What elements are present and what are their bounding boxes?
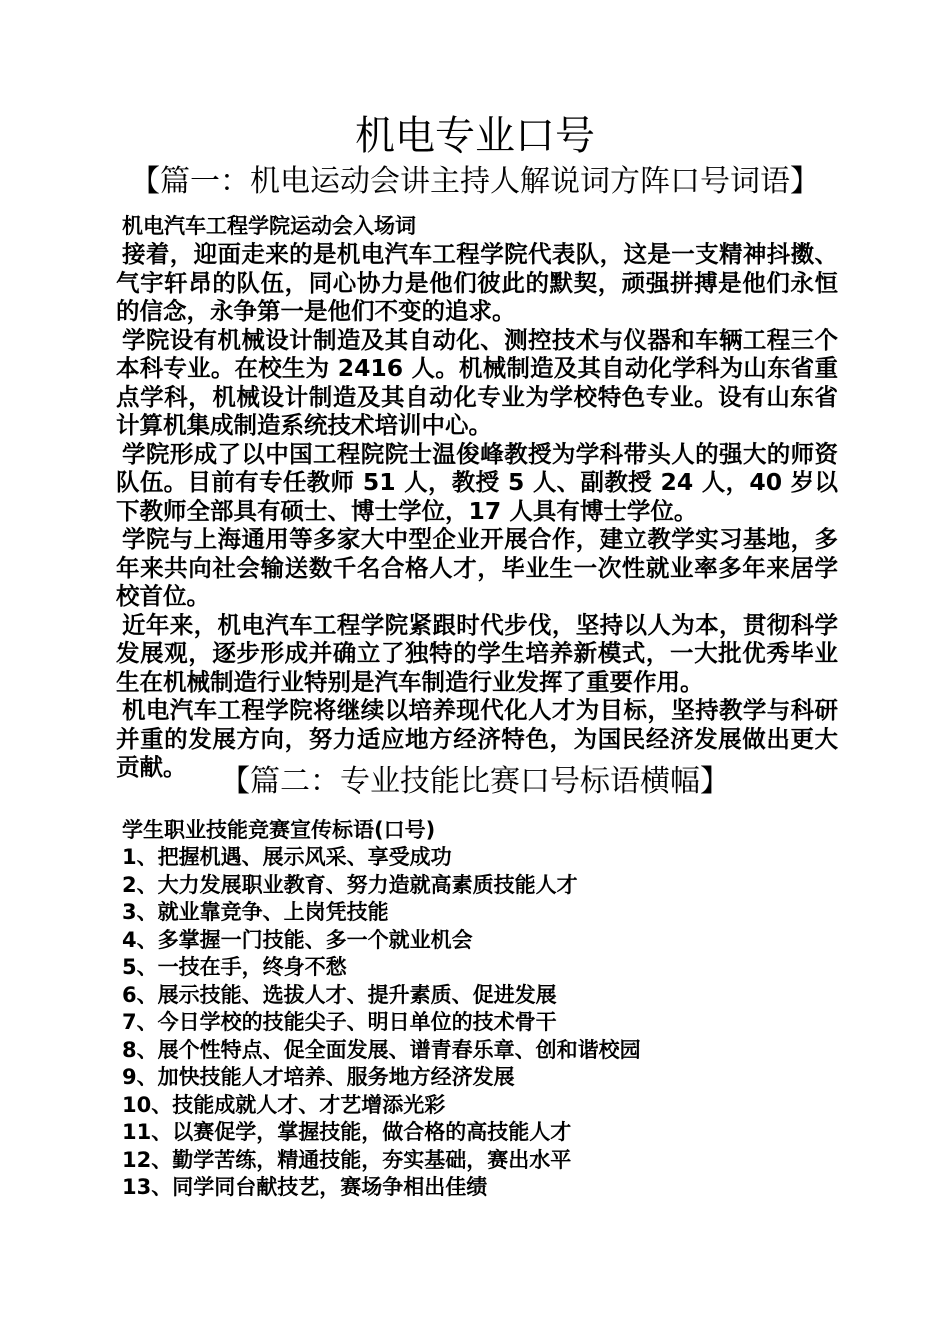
paragraph: 机电汽车工程学院将继续以培养现代化人才为目标，坚持教学与科研并重的发展方向，努力适应地方经济特色，为国民经济发展做出更大贡献。 (116, 696, 838, 781)
list-item: 3、就业靠竞争、上岗凭技能 (122, 900, 389, 924)
document-title: 机电专业口号 (355, 113, 595, 159)
paragraph: 近年来，机电汽车工程学院紧跟时代步伐，坚持以人为本，贯彻科学发展观，逐步形成并确立了独特的学生培养新模式，一大批优秀毕业生在机械制造行业特别是汽车制造行业发挥了重要作用。 (116, 610, 838, 696)
section-1-subheading: 机电汽车工程学院运动会入场词 (122, 214, 416, 238)
list-item: 6、展示技能、选拔人才、提升素质、促进发展 (122, 982, 557, 1007)
list-item: 8、展个性特点、促全面发展、谱青春乐章、创和谐校园 (122, 1037, 641, 1062)
list-item: 12、勤学苦练，精通技能，夯实基础，赛出水平 (122, 1147, 572, 1172)
list-item: 4、多掌握一门技能、多一个就业机会 (122, 927, 473, 952)
section-2-subheading: 学生职业技能竞赛宣传标语(口号) (122, 818, 436, 842)
list-item: 11、以赛促学，掌握技能，做合格的高技能人才 (122, 1120, 572, 1144)
list-item: 9、加快技能人才培养、服务地方经济发展 (122, 1065, 515, 1089)
slogan-list (116, 844, 838, 1202)
list-item: 2、大力发展职业教育、努力造就高素质技能人才 (122, 872, 578, 897)
paragraph: 学院形成了以中国工程院院士温俊峰教授为学科带头人的强大的师资队伍。目前有专任教师 51 人，教授 5 人、副教授 24 人，40 岁以下教师全部具有硕士、博士学位，17 人具有博士学位。 (116, 439, 838, 525)
list-item: 10、技能成就人才、才艺增添光彩 (122, 1092, 446, 1117)
paragraph: 学院设有机械设计制造及其自动化、测控技术与仪器和车辆工程三个本科专业。在校生为 2416 人。机械制造及其自动化学科为山东省重点学科，机械设计制造及其自动化专业为学校特色专业。设有山东省计算机集成制造系统技术培训中心。 (116, 325, 838, 439)
section-2-heading: 【篇二：专业技能比赛口号标语横幅】 (220, 764, 730, 799)
paragraph: 接着，迎面走来的是机电汽车工程学院代表队，这是一支精神抖擞、气宇轩昂的队伍，同心协力是他们彼此的默契，顽强拼搏是他们永恒的信念，永争第一是他们不变的追求。 (116, 240, 838, 325)
list-item: 5、一技在手，终身不愁 (122, 955, 347, 979)
section-1-body (116, 212, 838, 782)
list-item: 7、今日学校的技能尖子、明日单位的技术骨干 (122, 1010, 557, 1034)
paragraph: 学院与上海通用等多家大中型企业开展合作，建立教学实习基地，多年来共向社会输送数千名合格人才，毕业生一次性就业率多年来居学校首位。 (116, 525, 838, 610)
list-item: 1、把握机遇、展示风采、享受成功 (122, 845, 452, 869)
list-item: 13、同学同台献技艺，赛场争相出佳绩 (122, 1175, 488, 1199)
section-1-heading: 【篇一：机电运动会讲主持人解说词方阵口号词语】 (130, 164, 820, 199)
section-2-body (116, 816, 838, 1202)
